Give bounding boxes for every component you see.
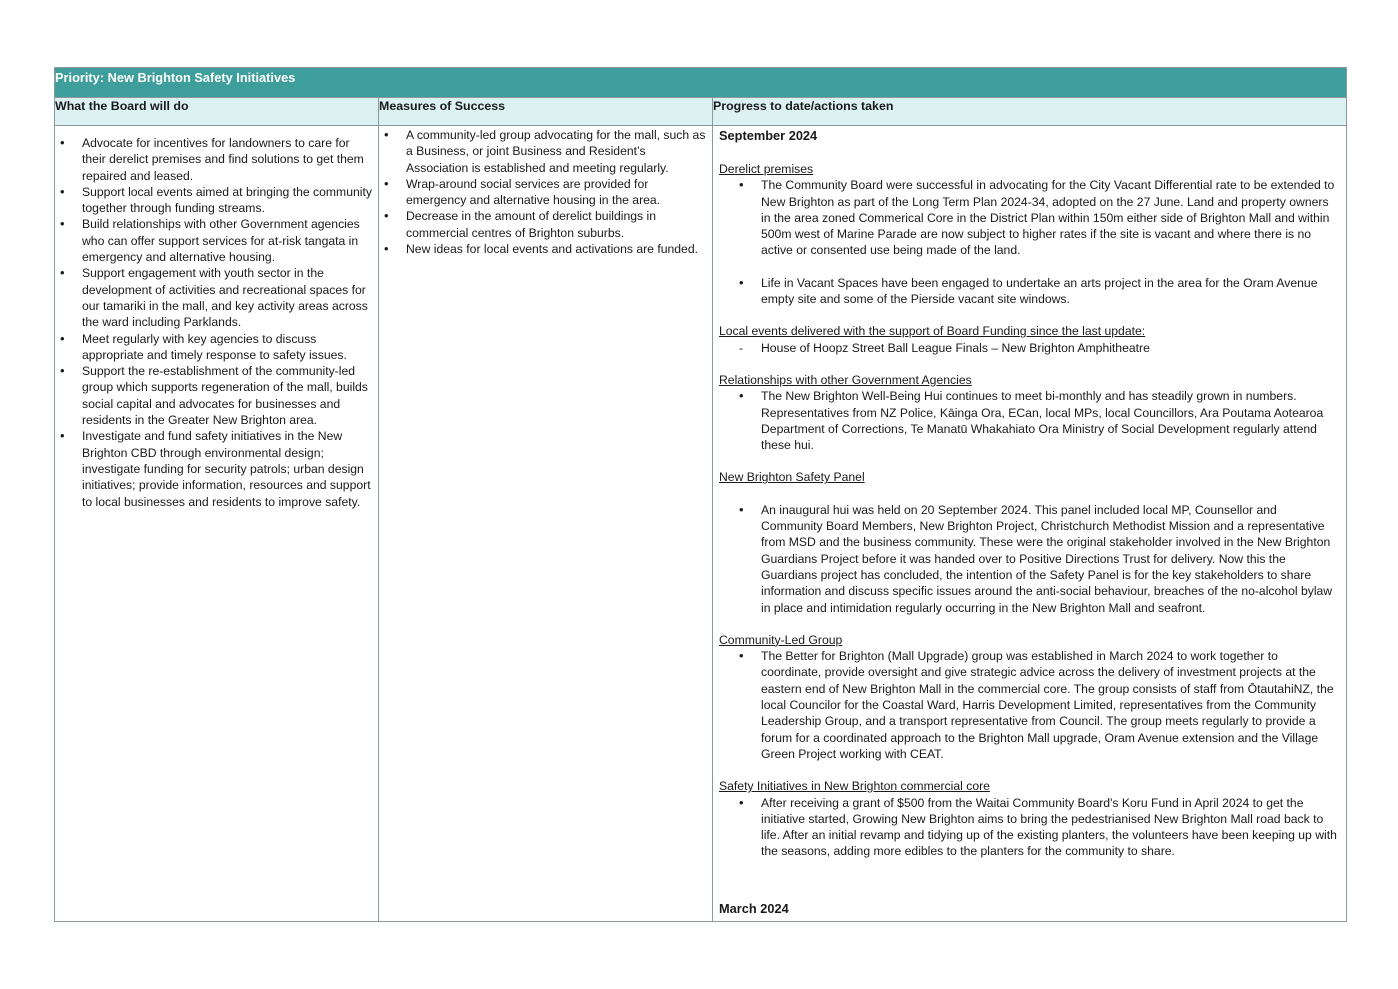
events-list (719, 340, 1340, 356)
section-heading-safety-panel: New Brighton Safety Panel (719, 470, 865, 485)
list-item: • Investigate and fund safety initiatives in the New Brighton CBD through environmental design; investigate funding for security patrols; urban design initiatives; provide information, resources and support to local businesses and residents to improve safety. (55, 428, 374, 509)
list-item: • An inaugural hui was held on 20 September 2024. This panel included local MP, Counsellor and Community Board Members, New Brighton Project, Christchurch Methodist Mission and a representative from MSD and the business community. These were the original stakeholder involved in the New Brighton Guardians Project before it was handed over to Positive Directions Trust for delivery. Now this the Guardians project has concluded, the intention of the Safety Panel is for the key stakeholders to share information and discuss specific issues around the anti-social behaviour, breaches of the no-alcohol bylaw in place and intimidation regularly occurring in the New Brighton Mall and seafront. (719, 502, 1340, 616)
list-item: • The Community Board were successful in advocating for the City Vacant Differential rate to be extended to New Brighton as part of the Long Term Plan 2024-34, adopted on the 27 June. Land and property owners in the area zoned Commerical Core in the District Plan within 150m either side of Brighton Mall and within 500m west of Marine Parade are now subject to higher rates if the site is vacant and where there is no active or consented use being made of the land. (719, 177, 1340, 258)
list-item: • Advocate for incentives for landowners to care for their derelict premises and find solutions to get them repaired and leased. (55, 135, 374, 184)
priority-title: Priority: New Brighton Safety Initiatives (55, 68, 1347, 98)
list-item: • Build relationships with other Government agencies who can offer support services for at-risk tangata in emergency and alternative housing. (55, 216, 374, 265)
community-group-list (719, 648, 1340, 762)
priority-table-container (54, 67, 1346, 923)
list-item: • Life in Vacant Spaces have been engaged to undertake an arts project in the area for the Oram Avenue empty site and some of the Pierside vacant site windows. (719, 275, 1340, 308)
column-header-what: What the Board will do (55, 98, 379, 126)
section-heading-community-group: Community-Led Group (719, 632, 843, 647)
board-actions-list (55, 126, 378, 510)
list-item: • Decrease in the amount of derelict buildings in commercial centres of Brighton suburbs. (379, 208, 706, 241)
safety-panel-list (719, 502, 1340, 616)
list-item: • The Better for Brighton (Mall Upgrade) group was established in March 2024 to work together to coordinate, provide oversight and give strategic advice across the delivery of investment projects at the eastern end of New Brighton Mall in the commercial core. The group consists of staff from ŌtautahiNZ, the local Councilor for the Coastal Ward, Harris Development Limited, representatives from the Community Leadership Group, and a transport representative from Council. The group meets regularly to provide a forum for a coordinated approach to the Brighton Mall upgrade, Oram Avenue extension and the Village Green Project working with CEAT. (719, 648, 1340, 762)
list-item: • After receiving a grant of $500 from the Waitai Community Board's Koru Fund in April 2024 to get the initiative started, Growing New Brighton aims to bring the pedestrianised New Brighton Mall road back to life. After an initial revamp and tidying up of the existing planters, the volunteers have been keeping up with the seasons, adding more edibles to the planters for the community to share. (719, 795, 1340, 860)
measures-cell (379, 126, 713, 922)
content-row (55, 126, 1347, 922)
priority-header-row (55, 68, 1347, 98)
progress-cell (713, 126, 1347, 922)
list-item: • Meet regularly with key agencies to discuss appropriate and timely response to safety issues. (55, 331, 374, 364)
derelict-list (719, 177, 1340, 258)
section-heading-safety-initiatives: Safety Initiatives in New Brighton commercial core (719, 779, 990, 794)
list-item: • Wrap-around social services are provided for emergency and alternative housing in the area. (379, 176, 706, 209)
board-actions-cell (55, 126, 379, 922)
column-header-progress: Progress to date/actions taken (713, 98, 1347, 126)
list-item: • The New Brighton Well-Being Hui continues to meet bi-monthly and has steadily grown in numbers. Representatives from NZ Police, Kāinga Ora, ECan, local MPs, local Councillors, Ara Poutama Aotearoa Department of Corrections, Te Manatū Whakahiato Ora Ministry of Social Development regularly attend these hui. (719, 388, 1340, 453)
month-heading: September 2024 (719, 128, 818, 143)
list-item: • Support engagement with youth sector in the development of activities and recreational spaces for our tamariki in the mall, and key activity areas across the ward including Parklands. (55, 265, 374, 330)
priority-table (54, 67, 1347, 922)
safety-initiatives-list (719, 795, 1340, 860)
month-heading-march: March 2024 (719, 900, 789, 916)
list-item: • New ideas for local events and activations are funded. (379, 241, 706, 257)
list-item: • Support local events aimed at bringing the community together through funding streams. (55, 184, 374, 217)
list-item: • A community-led group advocating for the mall, such as a Business, or joint Business and Resident’s Association is established and meeting regularly. (379, 127, 706, 176)
section-heading-events: Local events delivered with the support of Board Funding since the last update: (719, 324, 1146, 339)
section-heading-relationships: Relationships with other Government Agencies (719, 372, 972, 387)
derelict-list-2 (719, 275, 1340, 308)
measures-list (379, 126, 712, 257)
relationships-list (719, 388, 1340, 453)
list-item: - House of Hoopz Street Ball League Finals – New Brighton Amphitheatre (719, 340, 1340, 356)
column-header-row (55, 98, 1347, 126)
column-header-measures: Measures of Success (379, 98, 713, 126)
list-item: • Support the re-establishment of the community-led group which supports regeneration of the mall, builds social capital and advocates for businesses and residents in the Greater New Brighton area. (55, 363, 374, 428)
section-heading-derelict: Derelict premises (719, 162, 814, 176)
